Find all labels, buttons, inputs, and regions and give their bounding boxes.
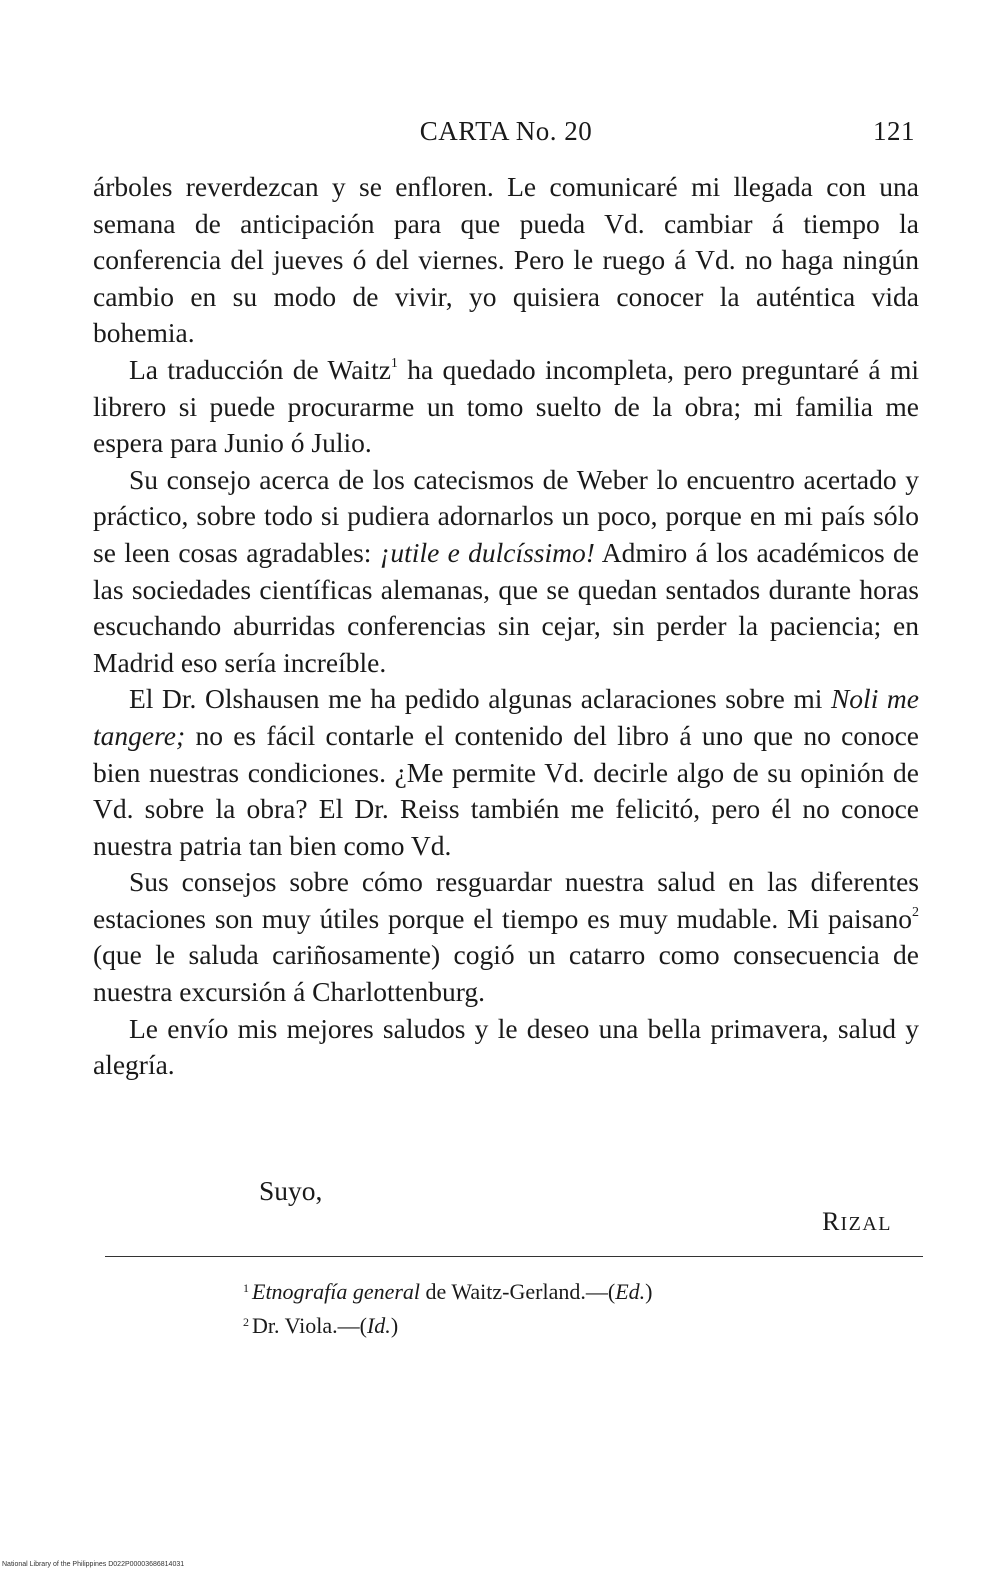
footnote-2: $^2$ Dr. Viola.—(Id.) bbox=[243, 1313, 399, 1338]
signature: RIZAL bbox=[822, 1207, 892, 1236]
paragraph-1: árboles reverdezcan y se enfloren. Le comunicaré mi llegada con una semana de anticipación para que pueda Vd. cambiar á tiempo la conferencia del jueves ó del viernes. Pero le ruego á Vd. no haga ningún cambio en su modo de vivir, yo quisiera conocer la auténtica vida bohemia. bbox=[93, 171, 919, 349]
page-number: 121 bbox=[873, 116, 915, 146]
footnote-marker-2: 2 bbox=[912, 904, 919, 920]
running-title: CARTA No. 20 bbox=[419, 116, 593, 146]
footnote-marker-1: 1 bbox=[390, 355, 398, 371]
book-title: Noli me tangere; bbox=[93, 683, 919, 751]
page-header bbox=[93, 116, 919, 156]
footnote-1: $^1$ Etnografía general de Waitz-Gerland.—(Ed.) bbox=[243, 1279, 653, 1304]
paragraph-3: Su consejo acerca de los catecismos de Weber lo encuentro acertado y práctico, sobre todo si pudiera adornarlos un poco, porque en mi país sólo se leen cosas agradables: ¡utile e dulcíssimo! Admiro á los académicos de las sociedades científicas alemanas, que se quedan sentados durante horas escuchando aburridas conferencias sin cejar, sin perder la paciencia; en Madrid eso sería increíble. bbox=[93, 463, 919, 678]
letter-body bbox=[93, 169, 919, 1084]
library-stamp: National Library of the Philippines D022P00003686814031 bbox=[2, 1561, 185, 1568]
closing: Suyo, bbox=[259, 1175, 323, 1206]
footnotes bbox=[243, 1273, 652, 1341]
italic-phrase: ¡utile e dulcíssimo! bbox=[379, 536, 595, 568]
paragraph-6: Le envío mis mejores saludos y le deseo una bella primavera, salud y alegría. bbox=[93, 1012, 919, 1081]
paragraph-4: El Dr. Olshausen me ha pedido algunas aclaraciones sobre mi Noli me tangere; no es fácil contarle el contenido del libro á uno que no conoce bien nuestras condiciones. ¿Me permite Vd. decirle algo de su opinión de Vd. sobre la obra? El Dr. Reiss también me felicitó, pero él no conoce nuestra patria tan bien como Vd. bbox=[93, 683, 919, 861]
paragraph-2: La traducción de Waitz$^1$ ha quedado incompleta, pero preguntaré á mi librero si puede procurarme un tomo suelto de la obra; mi familia me espera para Junio ó Julio. bbox=[93, 353, 919, 459]
footnote-divider bbox=[105, 1256, 923, 1257]
paragraph-5: Sus consejos sobre cómo resguardar nuestra salud en las diferentes estaciones son muy útiles porque el tiempo es muy mudable. Mi paisano$^2$ (que le saluda cariñosamente) cogió un catarro como consecuencia de nuestra excursión á Charlottenburg. bbox=[93, 866, 919, 1008]
